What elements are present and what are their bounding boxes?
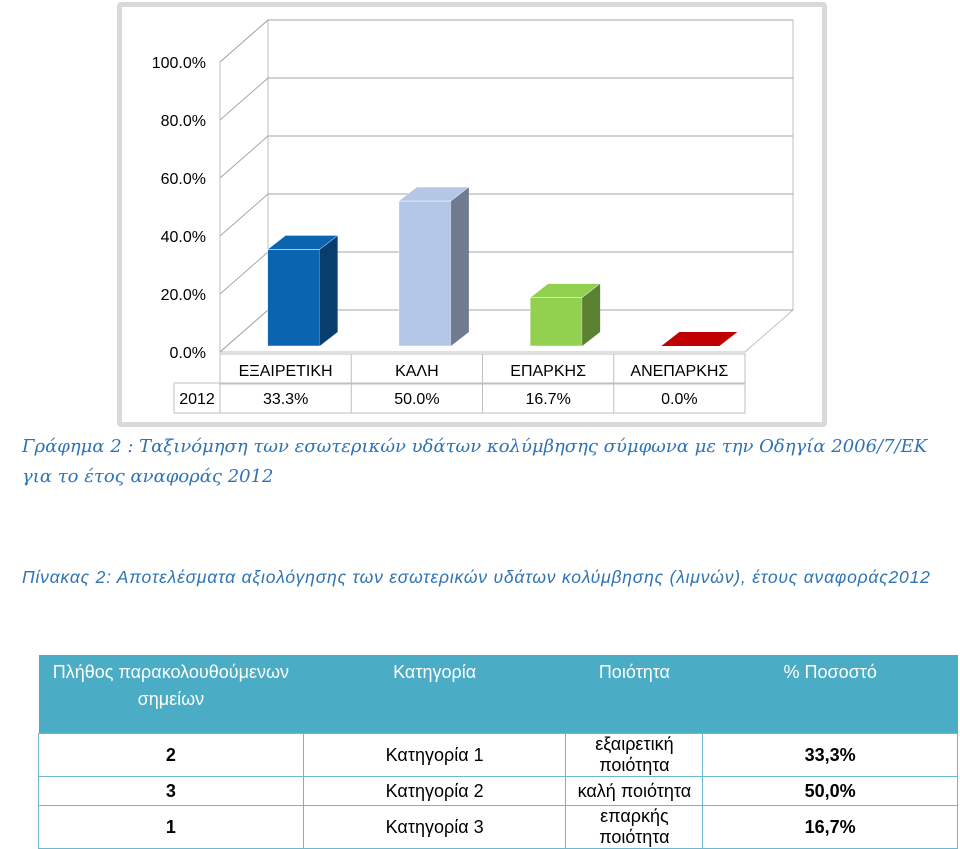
bar-front	[268, 249, 320, 346]
back-wall	[268, 20, 793, 310]
cell-count: 3	[39, 777, 304, 806]
cell-count: 1	[39, 806, 304, 849]
table-row	[39, 806, 958, 849]
cell-quality: επαρκής ποιότητα	[566, 806, 703, 849]
header-quality: Ποιότητα	[566, 655, 703, 734]
series-name-label: 2012	[179, 391, 215, 408]
y-tick-label: 80.0%	[160, 113, 206, 130]
cell-percentage: 50,0%	[703, 777, 958, 806]
x-category-label: ΚΑΛΗ	[395, 363, 439, 380]
header-category: Κατηγορία	[303, 655, 566, 734]
side-wall	[220, 20, 268, 352]
results-table	[38, 655, 958, 849]
table-row	[39, 734, 958, 777]
bar-side	[320, 235, 338, 346]
data-label: 0.0%	[661, 391, 698, 408]
cell-count: 2	[39, 734, 304, 777]
cell-quality: εξαιρετική ποιότητα	[566, 734, 703, 777]
y-tick-label: 40.0%	[160, 229, 206, 246]
x-category-label: ΑΝΕΠΑΡΚΗΣ	[630, 363, 729, 380]
cell-category: Κατηγορία 2	[303, 777, 566, 806]
cell-percentage: 16,7%	[703, 806, 958, 849]
x-category-label: ΕΠΑΡΚΗΣ	[510, 363, 586, 380]
value-row	[174, 383, 745, 413]
bar	[268, 235, 338, 346]
chart-data-table	[174, 354, 745, 413]
cell-category: Κατηγορία 3	[303, 806, 566, 849]
y-tick-label: 60.0%	[160, 171, 206, 188]
x-category-label: ΕΞΑΙΡΕΤΙΚΗ	[238, 363, 333, 380]
y-tick-label: 20.0%	[160, 287, 206, 304]
header-points-count: Πλήθος παρακολουθούμενων σημείων	[39, 655, 304, 734]
cell-percentage: 33,3%	[703, 734, 958, 777]
bar	[530, 284, 600, 346]
y-tick-label: 0.0%	[169, 345, 206, 362]
table-header-row	[39, 655, 958, 734]
data-label: 33.3%	[262, 391, 309, 408]
bar-side	[451, 187, 469, 346]
data-label: 16.7%	[525, 391, 571, 408]
bar	[399, 187, 469, 346]
header-percentage: % Ποσοστό	[703, 655, 958, 734]
figure-caption: Γράφημα 2 : Ταξινόμηση των εσωτερικών υδάτων κολύμβησης σύμφωνα με την Οδηγία 2006/7/ΕΚ για το έτος αναφοράς 2012	[22, 436, 928, 487]
bar-front	[399, 201, 451, 346]
bar-front	[530, 298, 582, 346]
y-axis-ticks	[152, 55, 206, 362]
cell-quality: καλή ποιότητα	[566, 777, 703, 806]
y-tick-label: 100.0%	[151, 55, 206, 72]
table-caption: Πίνακας 2: Αποτελέσματα αξιολόγησης των εσωτερικών υδάτων κολύμβησης (λιμνών), έτους αναφοράς2012	[22, 567, 931, 587]
table-row	[39, 777, 958, 806]
data-label: 50.0%	[394, 391, 440, 408]
cell-category: Κατηγορία 1	[303, 734, 566, 777]
